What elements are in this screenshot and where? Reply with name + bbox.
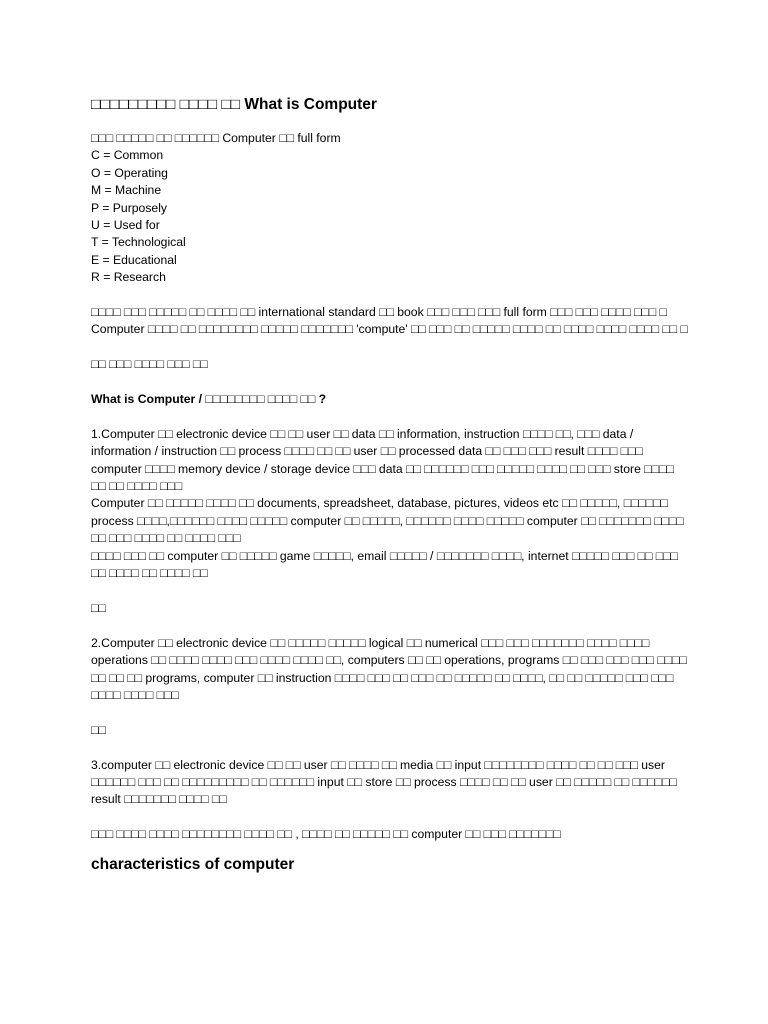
spacer	[91, 339, 688, 356]
spacer	[91, 583, 688, 600]
point-1: 1.Computer □□ electronic device □□ □□ user □□ data □□ information, instruction □□□□ □□, □□□ data / information / instruction □□ process □□□□ □□ □□ user □□ processed data □□ □□□ □□□ result □□□□ □□□ computer □□□□ memory device / storage device □□□ data □□ □□□□□□ □□□ □□□□□ □□□□ □□ □□□ store □□□□ □□ □□ □□□□ □□□	[91, 426, 674, 494]
full-form-item: E = Educational	[91, 252, 177, 267]
spacer	[91, 809, 688, 826]
full-form-item: R = Research	[91, 270, 166, 285]
full-form-item: P = Purposely	[91, 200, 167, 215]
spacer	[91, 408, 688, 425]
spacer	[91, 739, 688, 756]
full-form-item: U = Used for	[91, 218, 160, 233]
full-form-list	[91, 147, 688, 286]
full-form-item: C = Common	[91, 148, 164, 163]
full-form-item: T = Technological	[91, 235, 186, 250]
point-2: 2.Computer □□ electronic device □□ □□□□□ □□□□□ logical □□ numerical □□□ □□□ □□□□□□□ □□□□ □□□□ operations □□ □□□□ □□□□ □□□ □□□□ □□□□ □□, computers □□ □□ operations, programs □□ □□□ □□□ □□□ □□□□ □□ □□ □□ programs, computer □□ instruction □□□□ □□□ □□ □□□ □□ □□□□□ □□ □□□□, □□ □□ □□□□□ □□□ □□□ □□□□ □□□□ □□□	[91, 635, 687, 702]
short-line: □□ □□□ □□□□ □□□ □□	[91, 357, 208, 372]
full-form-item: M = Machine	[91, 183, 162, 198]
section-heading-what-is-computer: What is Computer / □□□□□□□□ □□□□ □□ ?	[91, 392, 327, 407]
page-title: □□□□□□□□□ □□□□ □□ What is Computer	[91, 96, 377, 113]
point-1-continued: Computer □□ □□□□□ □□□□ □□ documents, spreadsheet, database, pictures, videos etc □□ □□□□□, □□□□□□ process □□□□,□□□□□□ □□□□ □□□□□ computer □□ □□□□□, □□□□□□ □□□□ □□□□□ computer □□ □□□□□□□ □□□□ □□ □□□ □□□□ □□ □□□□ □□□	[91, 496, 684, 546]
point-3: 3.computer □□ electronic device □□ □□ user □□ □□□□ □□ media □□ input □□□□□□□□ □□□□ □□ □□ □□□ user □□□□□□ □□□ □□ □□□□□□□□□ □□ □□□□□□ input □□ store □□ process □□□□ □□ □□ user □□ □□□□□ □□ □□□□□□ result □□□□□□□ □□□□ □□	[91, 757, 677, 807]
spacer	[91, 704, 688, 721]
section-heading-characteristics: characteristics of computer	[91, 855, 295, 873]
closing-line: □□□ □□□□ □□□□ □□□□□□□□ □□□□ □□ , □□□□ □□ □□□□□ □□ computer □□ □□□ □□□□□□□	[91, 827, 561, 842]
intro-line: □□□ □□□□□ □□ □□□□□□ Computer □□ full form	[91, 131, 341, 145]
paragraph-compute-origin: Computer □□□□ □□ □□□□□□□□ □□□□□ □□□□□□□ 'compute' □□ □□□ □□ □□□□□ □□□□ □□ □□□□ □□□□ □□□□ □□ □	[91, 322, 688, 337]
spacer	[91, 617, 688, 634]
spacer	[91, 844, 688, 854]
spacer	[91, 287, 688, 304]
paragraph-intl-standard: □□□□ □□□ □□□□□ □□ □□□□ □□ international standard □□ book □□□ □□□ □□□ full form □□□ □□□ □□□□ □□□ □	[91, 305, 667, 320]
full-form-item: O = Operating	[91, 165, 168, 180]
separator-text: □□	[91, 600, 106, 615]
point-1-continued-2: □□□□ □□□ □□ computer □□ □□□□□ game □□□□□, email □□□□□ / □□□□□□□ □□□□, internet □□□□□ □□□ □□ □□□ □□ □□□□ □□ □□□□ □□	[91, 548, 678, 581]
spacer	[91, 374, 688, 391]
separator-text: □□	[91, 722, 106, 737]
